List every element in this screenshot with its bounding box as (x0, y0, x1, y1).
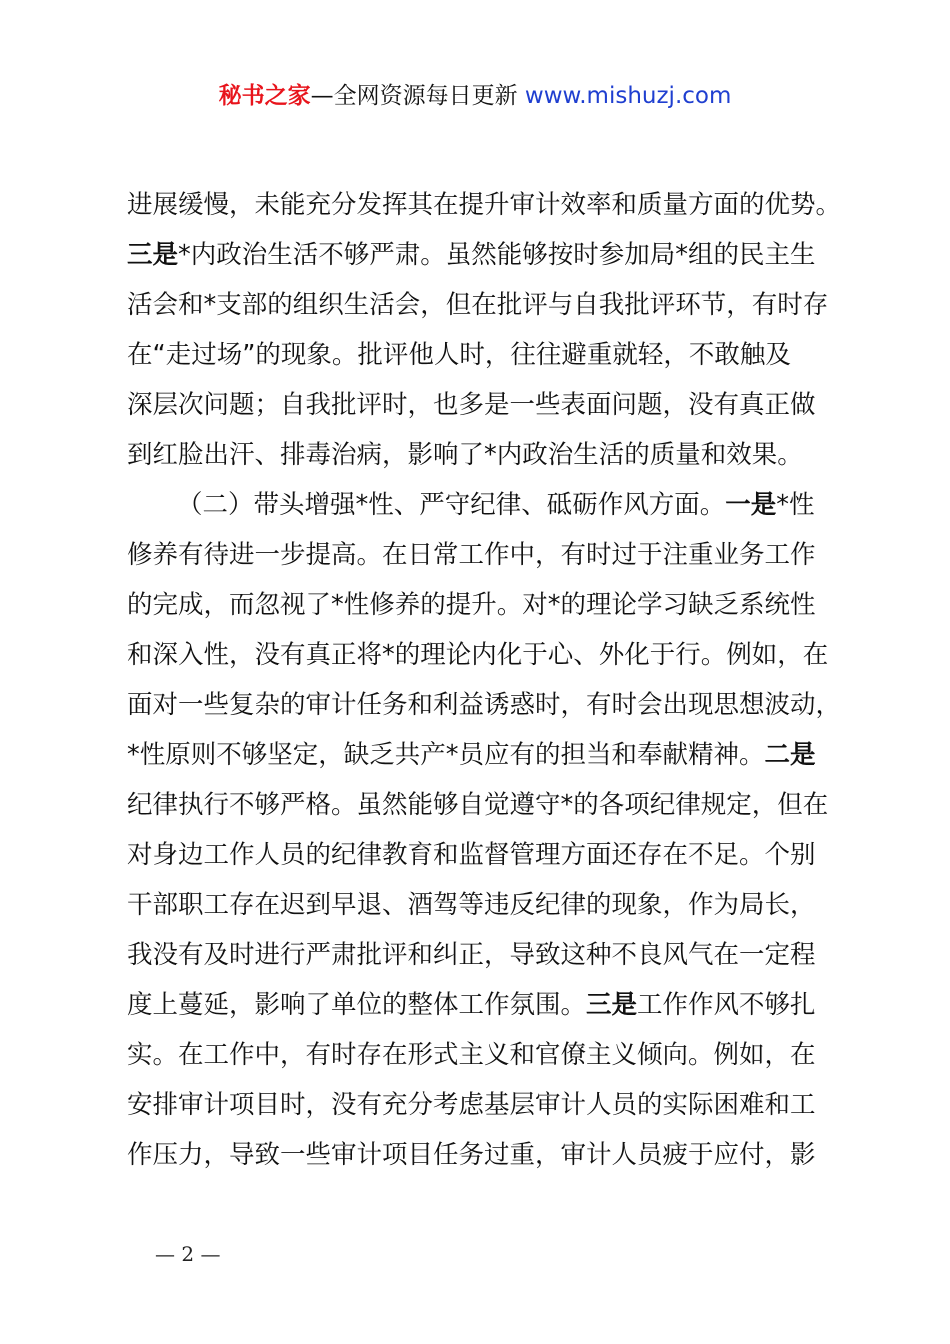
text-line (127, 1080, 837, 1130)
line-text: 干部职工存在迟到早退、酒驾等违反纪律的现象，作为局长， (127, 890, 816, 920)
text-line (127, 180, 842, 230)
site-header (0, 80, 950, 112)
text-line (127, 780, 837, 830)
page-number: — 2 — (155, 1242, 221, 1266)
text-line (127, 930, 837, 980)
bold-ordinal-text: 三是 (127, 240, 179, 270)
line-text: 的完成，而忽视了*性修养的提升。对*的理论学习缺乏系统性 (127, 590, 816, 620)
bold-ordinal-text: 二是 (764, 740, 816, 770)
bold-ordinal-text: 三是 (586, 990, 638, 1020)
line-text: 到红脸出汗、排毒治病，影响了*内政治生活的质量和效果。 (127, 440, 803, 470)
text-line (127, 430, 837, 480)
text-line (127, 280, 837, 330)
line-text: 实。在工作中，有时存在形式主义和官僚主义倾向。例如，在 (127, 1040, 816, 1070)
line-text: 深层次问题；自我批评时，也多是一些表面问题，没有真正做 (127, 390, 816, 420)
line-text: 修养有待进一步提高。在日常工作中，有时过于注重业务工作 (127, 540, 816, 570)
line-text: 纪律执行不够严格。虽然能够自觉遵守*的各项纪律规定，但在 (127, 790, 829, 820)
line-text: 和深入性，没有真正将*的理论内化于心、外化于行。例如，在 (127, 640, 829, 670)
line-text: 进展缓慢，未能充分发挥其在提升审计效率和质量方面的优势。 (127, 190, 842, 220)
line-text: 面对一些复杂的审计任务和利益诱惑时，有时会出现思想波动， (127, 690, 842, 720)
line-text: 作压力，导致一些审计项目任务过重，审计人员疲于应付，影 (127, 1140, 816, 1170)
site-url-link[interactable]: www.mishuzj.com (524, 83, 732, 109)
text-line (127, 980, 837, 1030)
line-text: *性 (776, 490, 815, 520)
text-line (127, 330, 837, 380)
text-line (127, 630, 837, 680)
text-line (127, 830, 837, 880)
text-line (127, 880, 837, 930)
line-text: 对身边工作人员的纪律教育和监督管理方面还存在不足。个别 (127, 840, 816, 870)
line-text: 活会和*支部的组织生活会，但在批评与自我批评环节，有时存 (127, 290, 829, 320)
line-text: *性原则不够坚定，缺乏共产*员应有的担当和奉献精神。 (127, 740, 765, 770)
text-line (127, 680, 842, 730)
line-text: 我没有及时进行严肃批评和纠正，导致这种不良风气在一定程 (127, 940, 816, 970)
text-line (127, 580, 837, 630)
text-line (127, 530, 837, 580)
site-brand: 秘书之家 (218, 83, 311, 109)
line-text: （二）带头增强*性、严守纪律、砥砺作风方面。 (177, 490, 726, 520)
document-body (127, 180, 842, 1180)
text-line (127, 1030, 837, 1080)
text-line (127, 230, 837, 280)
site-tagline: —全网资源每日更新 (310, 83, 525, 109)
text-line (127, 1130, 837, 1180)
text-line (127, 380, 837, 430)
line-text: 度上蔓延，影响了单位的整体工作氛围。 (127, 990, 587, 1020)
text-line (127, 480, 837, 530)
line-text: 工作作风不够扎 (637, 990, 816, 1020)
bold-ordinal-text: 一是 (725, 490, 777, 520)
line-text: *内政治生活不够严肃。虽然能够按时参加局*组的民主生 (178, 240, 816, 270)
line-text: 在“走过场”的现象。批评他人时，往往避重就轻，不敢触及 (127, 340, 791, 370)
text-line (127, 730, 837, 780)
line-text: 安排审计项目时，没有充分考虑基层审计人员的实际困难和工 (127, 1090, 816, 1120)
